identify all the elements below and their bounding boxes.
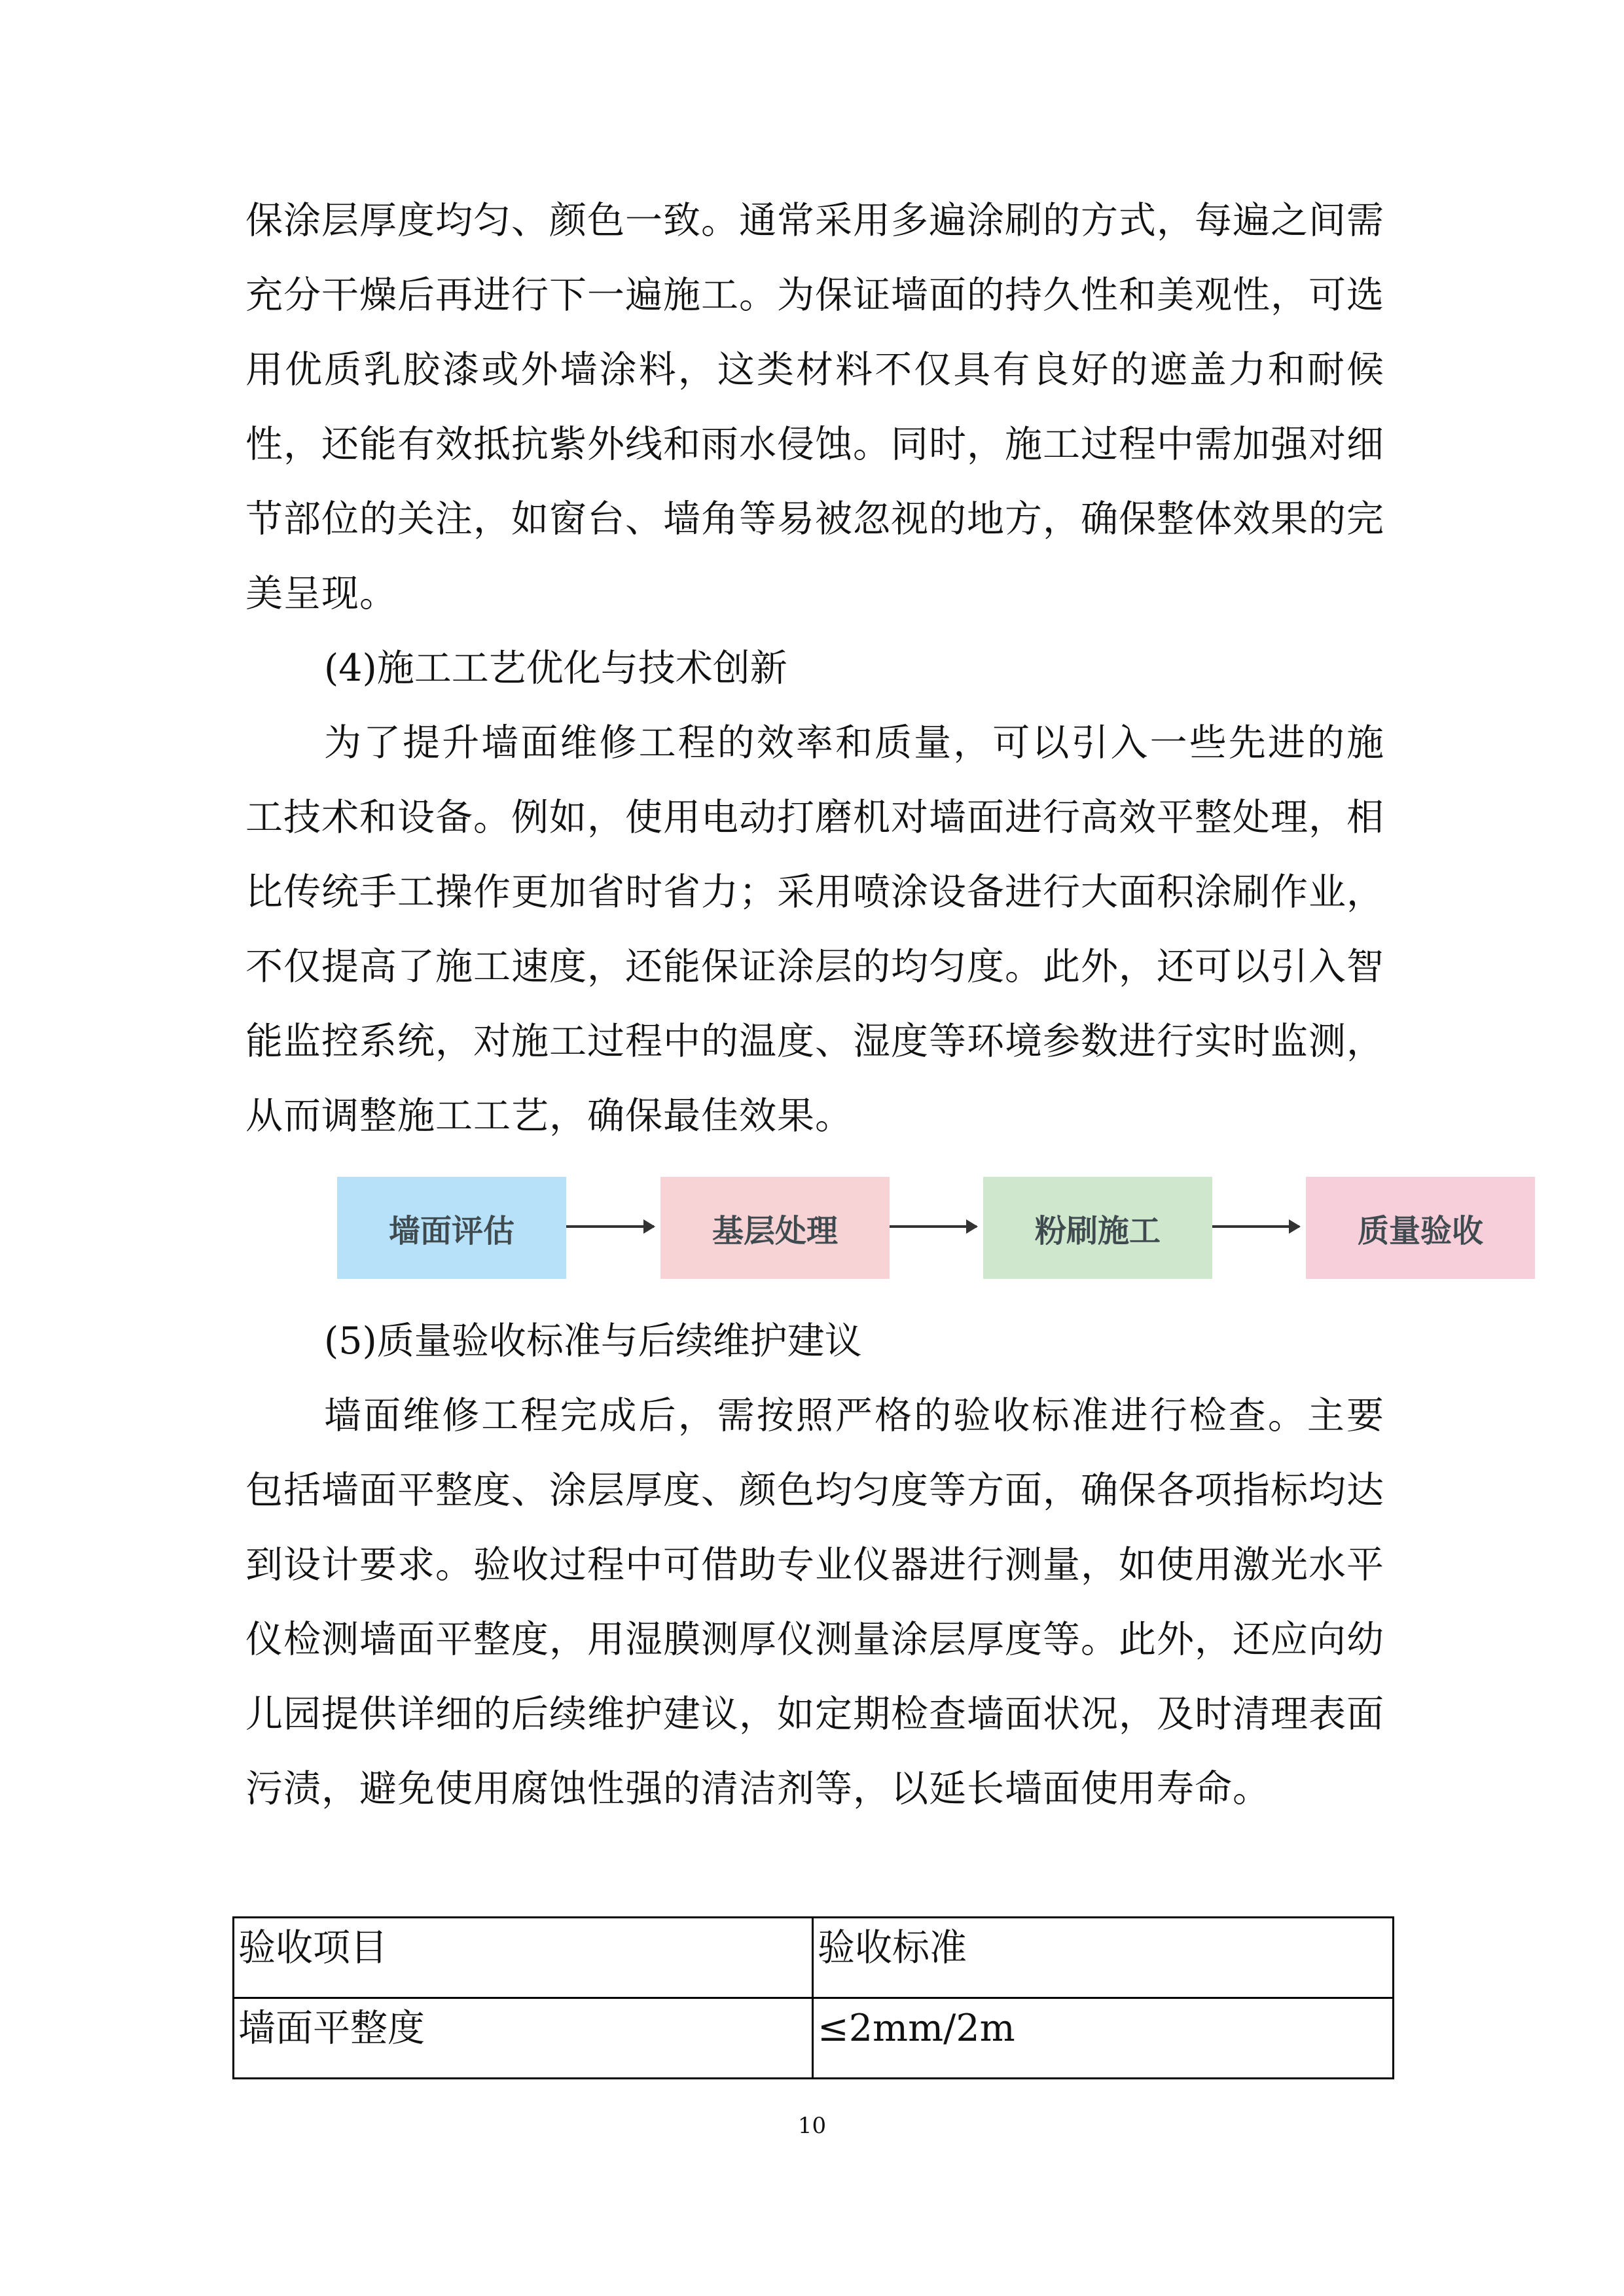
- table-row: [234, 1998, 1394, 2079]
- flow-step-quality-acceptance: 质量验收: [1306, 1177, 1535, 1279]
- flow-arrow: [890, 1225, 977, 1228]
- table-cell: ≤2mm/2m: [813, 1998, 1394, 2079]
- table-cell: 墙面平整度: [234, 1998, 813, 2079]
- paragraph-technique: 为了提升墙面维修工程的效率和质量，可以引入一些先进的施工技术和设备。例如，使用电动打磨机对墙面进行高效平整处理，相比传统手工操作更加省时省力；采用喷涂设备进行大面积涂刷作业，不仅提高了施工速度，还能保证涂层的均匀度。此外，还可以引入智能监控系统，对施工过程中的温度、湿度等环境参数进行实时监测，从而调整施工工艺，确保最佳效果。: [245, 721, 1384, 1138]
- flow-step-wall-assessment: 墙面评估: [337, 1177, 566, 1279]
- acceptance-table: [232, 1916, 1394, 2079]
- flow-arrow: [566, 1225, 654, 1228]
- flow-step-painting: 粉刷施工: [983, 1177, 1212, 1279]
- paragraph-coating: 保涂层厚度均匀、颜色一致。通常采用多遍涂刷的方式，每遍之间需充分干燥后再进行下一遍施工。为保证墙面的持久性和美观性，可选用优质乳胶漆或外墙涂料，这类材料不仅具有良好的遮盖力和耐候性，还能有效抵抗紫外线和雨水侵蚀。同时，施工过程中需加强对细节部位的关注，如窗台、墙角等易被忽视的地方，确保整体效果的完美呈现。: [245, 199, 1384, 615]
- page-number: 10: [797, 2113, 827, 2139]
- table-header-cell: 验收项目: [234, 1918, 813, 1998]
- section-heading-4: (4)施工工艺优化与技术创新: [324, 647, 787, 690]
- table-header-cell: 验收标准: [813, 1918, 1394, 1998]
- flow-arrow: [1212, 1225, 1299, 1228]
- process-flow-diagram: [337, 1177, 1539, 1279]
- section-heading-5: (5)质量验收标准与后续维护建议: [324, 1319, 862, 1363]
- paragraph-acceptance: 墙面维修工程完成后，需按照严格的验收标准进行检查。主要包括墙面平整度、涂层厚度、颜色均匀度等方面，确保各项指标均达到设计要求。验收过程中可借助专业仪器进行测量，如使用激光水平仪检测墙面平整度，用湿膜测厚仪测量涂层厚度等。此外，还应向幼儿园提供详细的后续维护建议，如定期检查墙面状况，及时清理表面污渍，避免使用腐蚀性强的清洁剂等，以延长墙面使用寿命。: [245, 1394, 1384, 1810]
- table-header-row: [234, 1918, 1394, 1998]
- flow-step-base-treatment: 基层处理: [660, 1177, 890, 1279]
